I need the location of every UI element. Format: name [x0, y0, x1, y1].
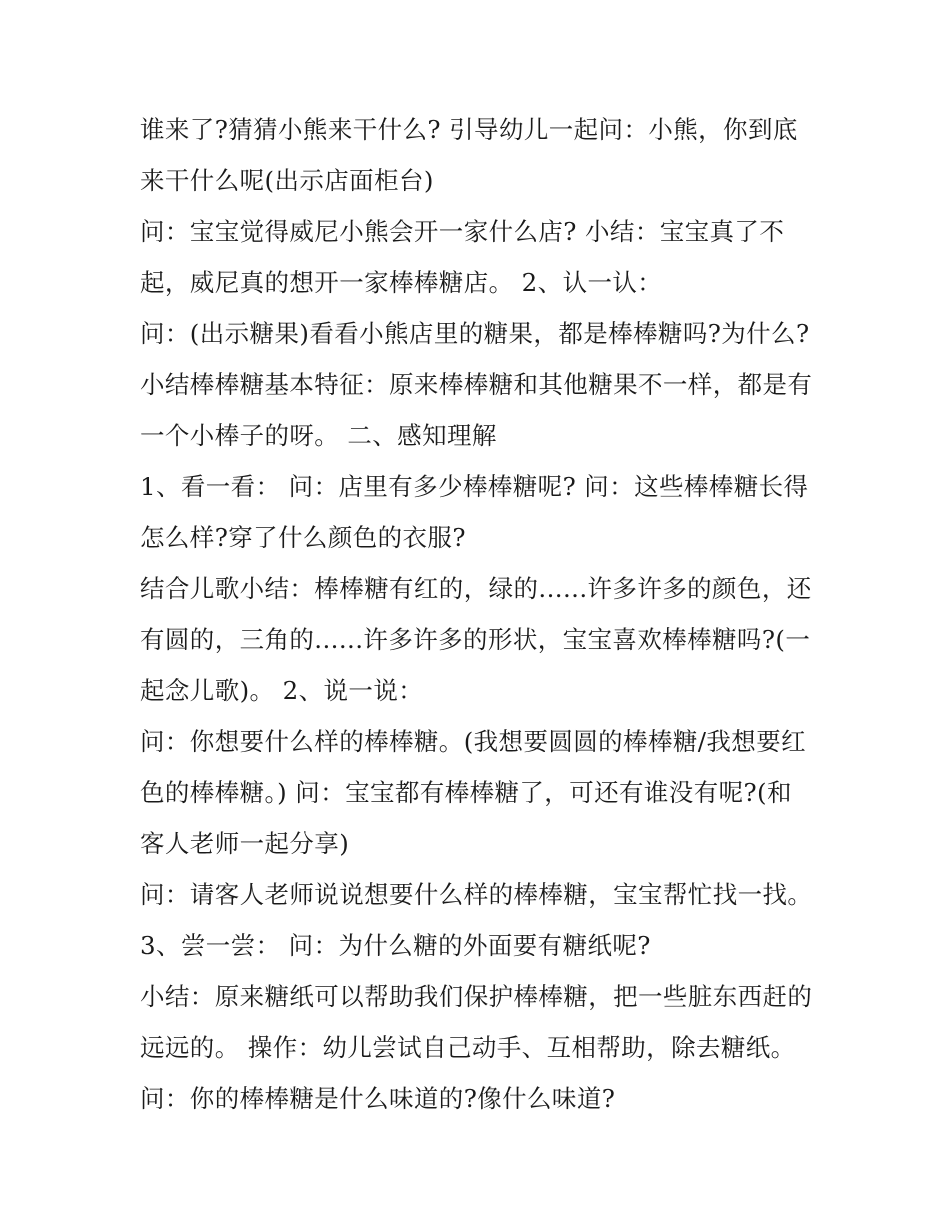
text-line: 怎么样?穿了什么颜色的衣服?: [140, 523, 466, 552]
text-line: 结合儿歌小结：棒棒糖有红的，绿的......许多许多的颜色，还: [140, 574, 812, 603]
text-line: 客人老师一起分享): [140, 829, 350, 858]
text-line: 色的棒棒糖。) 问：宝宝都有棒棒糖了，可还有谁没有呢?(和: [140, 778, 792, 807]
text-line: 问：你的棒棒糖是什么味道的?像什么味道?: [140, 1084, 616, 1113]
text-line: 问：宝宝觉得威尼小熊会开一家什么店? 小结：宝宝真了不: [140, 217, 785, 246]
text-line: 3、尝一尝： 问：为什么糖的外面要有糖纸呢?: [140, 931, 651, 960]
text-line: 问：请客人老师说说想要什么样的棒棒糖，宝宝帮忙找一找。: [140, 880, 813, 909]
text-line: 来干什么呢(出示店面柜台): [140, 166, 434, 195]
text-line: 问：你想要什么样的棒棒糖。(我想要圆圆的棒棒糖/我想要红: [140, 727, 807, 756]
text-line: 小结棒棒糖基本特征：原来棒棒糖和其他糖果不一样，都是有: [140, 370, 813, 399]
text-line: 一个小棒子的呀。 二、感知理解: [140, 421, 497, 450]
text-line: 起念儿歌)。 2、说一说：: [140, 676, 424, 705]
document-text: [140, 104, 820, 1124]
text-line: 起，威尼真的想开一家棒棒糖店。 2、认一认：: [140, 268, 663, 297]
text-line: 问：(出示糖果)看看小熊店里的糖果，都是棒棒糖吗?为什么?: [140, 319, 810, 348]
text-line: 远远的。 操作：幼儿尝试自己动手、互相帮助，除去糖纸。: [140, 1033, 796, 1062]
text-line: 有圆的，三角的......许多许多的形状，宝宝喜欢棒棒糖吗?(一: [140, 625, 811, 654]
text-line: 谁来了?猜猜小熊来干什么? 引导幼儿一起问：小熊，你到底: [140, 115, 798, 144]
text-line: 1、看一看： 问：店里有多少棒棒糖呢? 问：这些棒棒糖长得: [140, 472, 809, 501]
text-line: 小结：原来糖纸可以帮助我们保护棒棒糖，把一些脏东西赶的: [140, 982, 813, 1011]
